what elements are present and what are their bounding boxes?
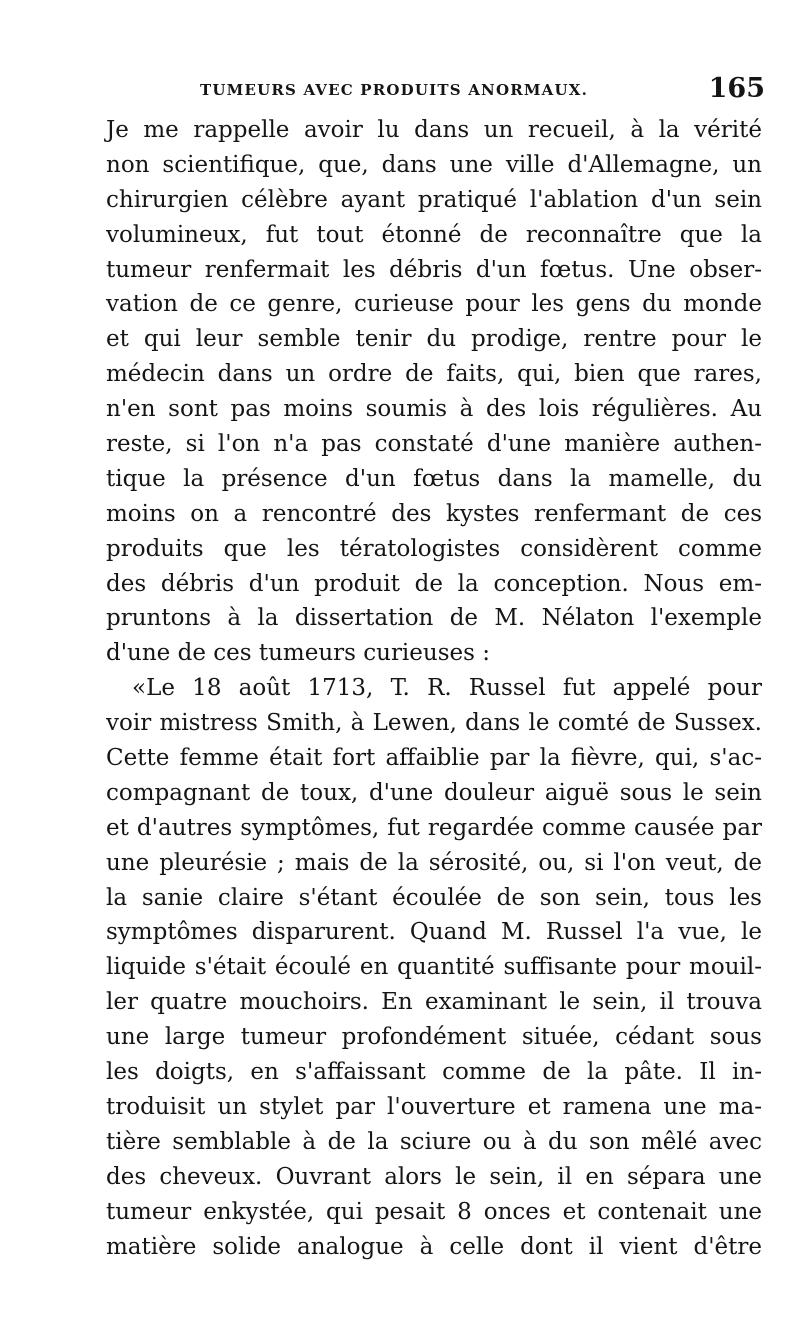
text-line: une pleurésie ; mais de la sérosité, ou, si l'on veut, de	[106, 849, 762, 876]
text-line: volumineux, fut tout étonné de reconnaître que la	[106, 221, 762, 248]
text-line: d'une de ces tumeurs curieuses :	[106, 640, 490, 667]
page-header	[200, 73, 765, 104]
text-line: n'en sont pas moins soumis à des lois régulières. Au	[106, 396, 762, 423]
body-text	[106, 113, 762, 1264]
text-line: et qui leur semble tenir du prodige, rentre pour le	[106, 326, 762, 353]
text-line: chirurgien célèbre ayant pratiqué l'ablation d'un sein	[106, 186, 762, 213]
text-line: reste, si l'on n'a pas constaté d'une manière authen-	[106, 431, 762, 458]
text-line: la sanie claire s'étant écoulée de son sein, tous les	[106, 884, 762, 911]
text-line: produits que les tératologistes considèrent comme	[106, 535, 762, 562]
text-line: tumeur renfermait les débris d'un fœtus. Une obser-	[106, 256, 762, 283]
text-line: vation de ce genre, curieuse pour les gens du monde	[106, 291, 762, 318]
text-line: compagnant de toux, d'une douleur aiguë sous le sein	[106, 779, 762, 806]
text-line: ler quatre mouchoirs. En examinant le sein, il trouva	[106, 989, 762, 1016]
text-line: une large tumeur profondément située, cédant sous	[106, 1024, 762, 1051]
text-line: Cette femme était fort affaiblie par la fièvre, qui, s'ac-	[106, 745, 762, 772]
text-line: non scientifique, que, dans une ville d'Allemagne, un	[106, 151, 762, 178]
text-line: «Le 18 août 1713, T. R. Russel fut appelé pour	[132, 675, 762, 702]
text-line: les doigts, en s'affaissant comme de la pâte. Il in-	[106, 1059, 762, 1086]
text-line: moins on a rencontré des kystes renfermant de ces	[106, 500, 762, 527]
text-line: des débris d'un produit de la conception. Nous em-	[106, 570, 762, 597]
text-line: médecin dans un ordre de faits, qui, bien que rares,	[106, 361, 762, 388]
text-line: des cheveux. Ouvrant alors le sein, il en sépara une	[106, 1163, 762, 1190]
page-number: 165	[708, 73, 765, 104]
text-line: liquide s'était écoulé en quantité suffisante pour mouil-	[106, 954, 762, 981]
text-line: matière solide analogue à celle dont il vient d'être	[106, 1233, 762, 1260]
text-line: symptômes disparurent. Quand M. Russel l'a vue, le	[106, 919, 762, 946]
text-line: et d'autres symptômes, fut regardée comme causée par	[106, 814, 762, 841]
text-line: voir mistress Smith, à Lewen, dans le comté de Sussex.	[106, 710, 762, 737]
text-line: Je me rappelle avoir lu dans un recueil, à la vérité	[106, 117, 762, 143]
text-line: tique la présence d'un fœtus dans la mamelle, du	[106, 465, 762, 492]
text-line: tière semblable à de la sciure ou à du son mêlé avec	[106, 1128, 762, 1155]
running-title: TUMEURS AVEC PRODUITS ANORMAUX.	[200, 81, 589, 99]
text-line: pruntons à la dissertation de M. Nélaton l'exemple	[106, 605, 762, 632]
text-line: tumeur enkystée, qui pesait 8 onces et contenait une	[106, 1198, 762, 1225]
text-line: troduisit un stylet par l'ouverture et ramena une ma-	[106, 1093, 762, 1120]
